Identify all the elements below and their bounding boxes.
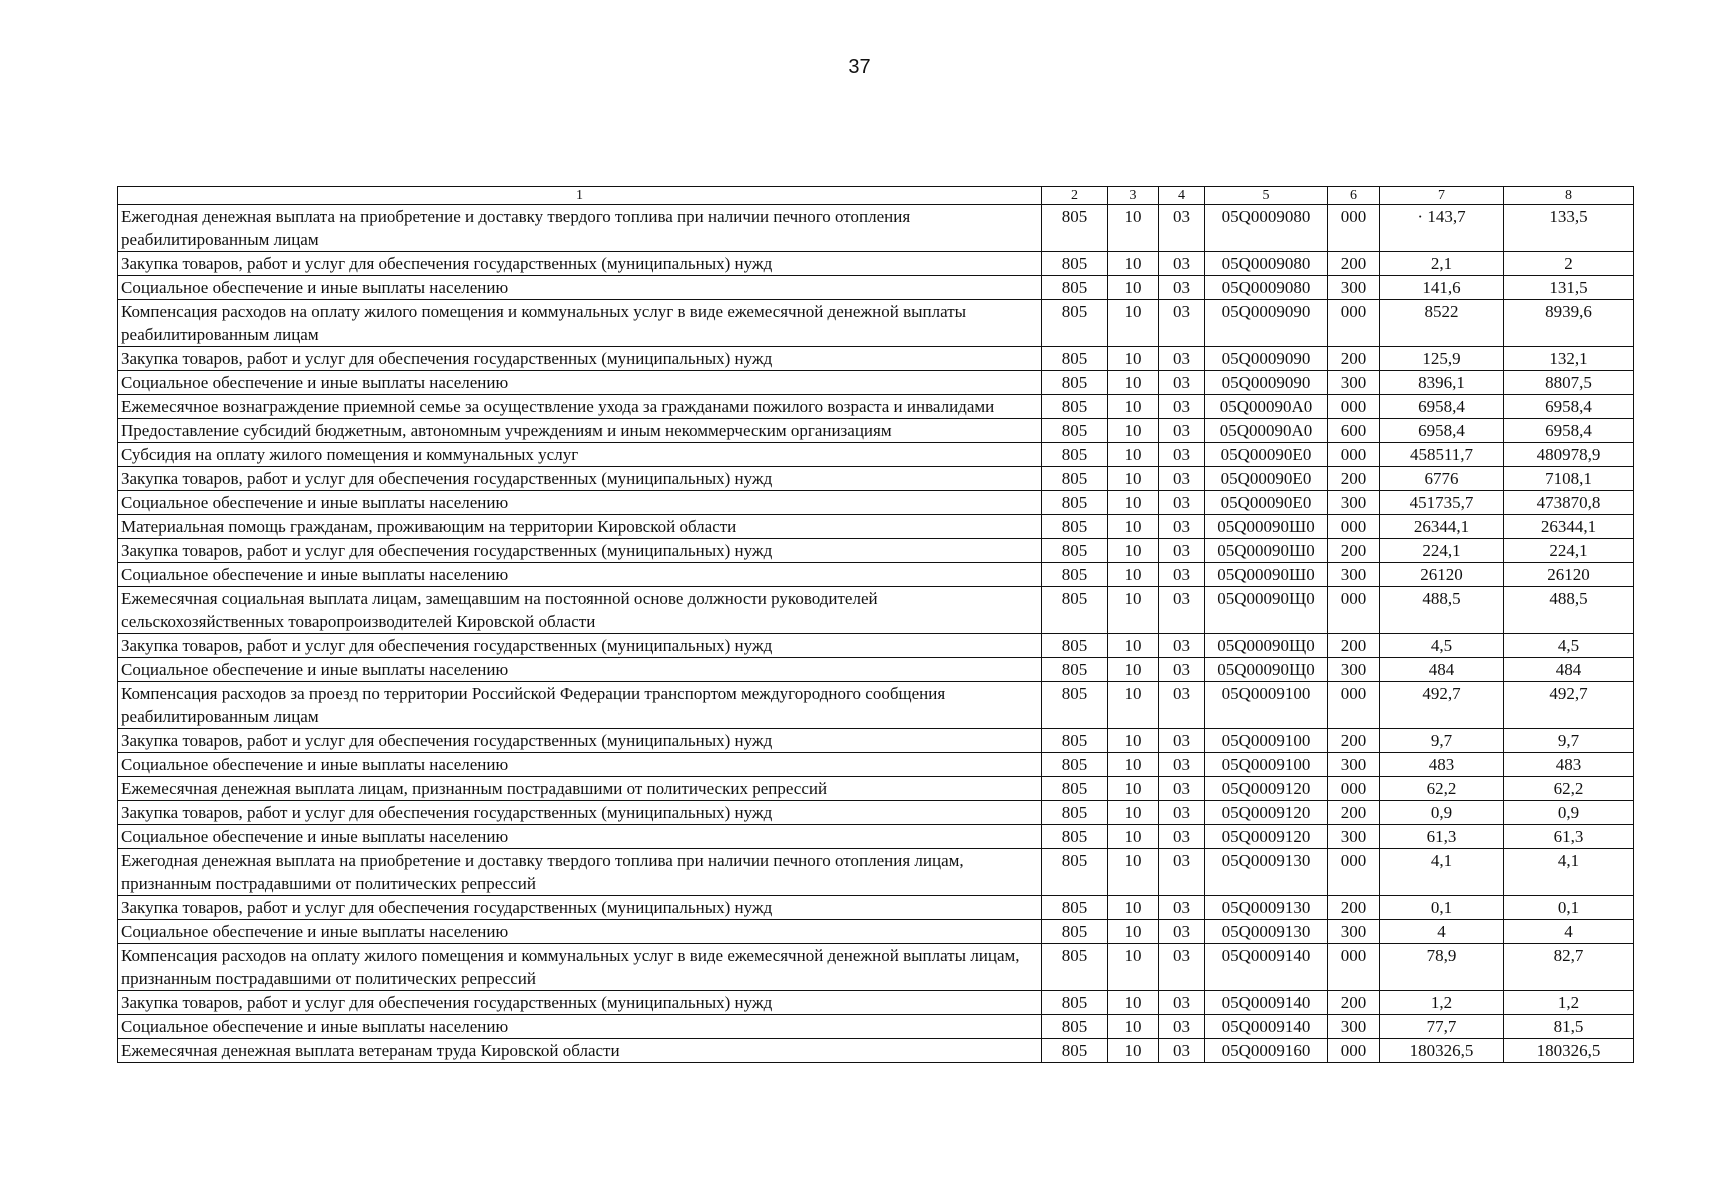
subsection-code-cell: 03	[1159, 634, 1205, 658]
expense-type-code-cell: 300	[1328, 920, 1380, 944]
table-row	[118, 515, 1634, 539]
target-article-code-cell: 05Q00090Ш0	[1205, 563, 1328, 587]
expense-type-code-cell: 600	[1328, 419, 1380, 443]
target-article-code-cell: 05Q0009130	[1205, 849, 1328, 896]
target-article-code-cell: 05Q00090A0	[1205, 395, 1328, 419]
item-name-cell: Социальное обеспечение и иные выплаты населению	[118, 920, 1042, 944]
amount-year-2-cell: 2	[1504, 252, 1634, 276]
item-name-cell: Социальное обеспечение и иные выплаты населению	[118, 276, 1042, 300]
subsection-code-cell: 03	[1159, 515, 1205, 539]
section-code-cell: 10	[1108, 658, 1159, 682]
table-row	[118, 634, 1634, 658]
item-name-cell: Социальное обеспечение и иные выплаты населению	[118, 563, 1042, 587]
target-article-code-cell: 05Q0009080	[1205, 276, 1328, 300]
target-article-code-cell: 05Q0009130	[1205, 896, 1328, 920]
column-header-2: 2	[1042, 187, 1108, 205]
item-name-cell: Предоставление субсидий бюджетным, автономным учреждениям и иным некоммерческим организациям	[118, 419, 1042, 443]
amount-year-1-cell: 4,5	[1380, 634, 1504, 658]
item-name-cell: Субсидия на оплату жилого помещения и коммунальных услуг	[118, 443, 1042, 467]
section-code-cell: 10	[1108, 276, 1159, 300]
expense-type-code-cell: 200	[1328, 896, 1380, 920]
item-name-cell: Ежегодная денежная выплата на приобретение и доставку твердого топлива при наличии печного отопления реабилитированным лицам	[118, 205, 1042, 252]
ministry-code-cell: 805	[1042, 515, 1108, 539]
expense-type-code-cell: 300	[1328, 1015, 1380, 1039]
amount-year-2-cell: 1,2	[1504, 991, 1634, 1015]
amount-year-2-cell: 8807,5	[1504, 371, 1634, 395]
ministry-code-cell: 805	[1042, 205, 1108, 252]
section-code-cell: 10	[1108, 371, 1159, 395]
ministry-code-cell: 805	[1042, 777, 1108, 801]
subsection-code-cell: 03	[1159, 300, 1205, 347]
ministry-code-cell: 805	[1042, 395, 1108, 419]
ministry-code-cell: 805	[1042, 658, 1108, 682]
subsection-code-cell: 03	[1159, 944, 1205, 991]
target-article-code-cell: 05Q00090E0	[1205, 443, 1328, 467]
expense-type-code-cell: 200	[1328, 729, 1380, 753]
item-name-cell: Социальное обеспечение и иные выплаты населению	[118, 491, 1042, 515]
amount-year-1-cell: 125,9	[1380, 347, 1504, 371]
subsection-code-cell: 03	[1159, 491, 1205, 515]
section-code-cell: 10	[1108, 300, 1159, 347]
subsection-code-cell: 03	[1159, 371, 1205, 395]
amount-year-1-cell: 26344,1	[1380, 515, 1504, 539]
expense-type-code-cell: 000	[1328, 777, 1380, 801]
item-name-cell: Закупка товаров, работ и услуг для обеспечения государственных (муниципальных) нужд	[118, 539, 1042, 563]
amount-year-1-cell: 458511,7	[1380, 443, 1504, 467]
amount-year-1-cell: 61,3	[1380, 825, 1504, 849]
amount-year-1-cell: 9,7	[1380, 729, 1504, 753]
amount-year-1-cell: 4,1	[1380, 849, 1504, 896]
amount-year-2-cell: 61,3	[1504, 825, 1634, 849]
section-code-cell: 10	[1108, 991, 1159, 1015]
subsection-code-cell: 03	[1159, 849, 1205, 896]
subsection-code-cell: 03	[1159, 587, 1205, 634]
amount-year-2-cell: 133,5	[1504, 205, 1634, 252]
budget-table	[117, 186, 1634, 1063]
expense-type-code-cell: 000	[1328, 515, 1380, 539]
expense-type-code-cell: 000	[1328, 682, 1380, 729]
subsection-code-cell: 03	[1159, 777, 1205, 801]
expense-type-code-cell: 300	[1328, 371, 1380, 395]
amount-year-2-cell: 81,5	[1504, 1015, 1634, 1039]
target-article-code-cell: 05Q0009130	[1205, 920, 1328, 944]
item-name-cell: Закупка товаров, работ и услуг для обеспечения государственных (муниципальных) нужд	[118, 467, 1042, 491]
section-code-cell: 10	[1108, 944, 1159, 991]
column-header-8: 8	[1504, 187, 1634, 205]
amount-year-2-cell: 131,5	[1504, 276, 1634, 300]
amount-year-1-cell: 78,9	[1380, 944, 1504, 991]
amount-year-2-cell: 488,5	[1504, 587, 1634, 634]
table-row	[118, 920, 1634, 944]
section-code-cell: 10	[1108, 634, 1159, 658]
item-name-cell: Ежемесячная денежная выплата лицам, признанным пострадавшими от политических репрессий	[118, 777, 1042, 801]
section-code-cell: 10	[1108, 515, 1159, 539]
expense-type-code-cell: 300	[1328, 825, 1380, 849]
ministry-code-cell: 805	[1042, 419, 1108, 443]
ministry-code-cell: 805	[1042, 634, 1108, 658]
table-row	[118, 205, 1634, 252]
amount-year-2-cell: 82,7	[1504, 944, 1634, 991]
section-code-cell: 10	[1108, 587, 1159, 634]
amount-year-2-cell: 180326,5	[1504, 1039, 1634, 1063]
table-row	[118, 753, 1634, 777]
subsection-code-cell: 03	[1159, 276, 1205, 300]
item-name-cell: Закупка товаров, работ и услуг для обеспечения государственных (муниципальных) нужд	[118, 801, 1042, 825]
amount-year-2-cell: 0,9	[1504, 801, 1634, 825]
expense-type-code-cell: 300	[1328, 658, 1380, 682]
table-row	[118, 1039, 1634, 1063]
subsection-code-cell: 03	[1159, 1015, 1205, 1039]
section-code-cell: 10	[1108, 491, 1159, 515]
subsection-code-cell: 03	[1159, 443, 1205, 467]
subsection-code-cell: 03	[1159, 467, 1205, 491]
section-code-cell: 10	[1108, 849, 1159, 896]
subsection-code-cell: 03	[1159, 252, 1205, 276]
subsection-code-cell: 03	[1159, 395, 1205, 419]
expense-type-code-cell: 000	[1328, 395, 1380, 419]
item-name-cell: Социальное обеспечение и иные выплаты населению	[118, 753, 1042, 777]
amount-year-1-cell: 141,6	[1380, 276, 1504, 300]
item-name-cell: Закупка товаров, работ и услуг для обеспечения государственных (муниципальных) нужд	[118, 991, 1042, 1015]
section-code-cell: 10	[1108, 347, 1159, 371]
subsection-code-cell: 03	[1159, 896, 1205, 920]
expense-type-code-cell: 000	[1328, 1039, 1380, 1063]
amount-year-1-cell: 451735,7	[1380, 491, 1504, 515]
target-article-code-cell: 05Q0009080	[1205, 205, 1328, 252]
amount-year-1-cell: 77,7	[1380, 1015, 1504, 1039]
subsection-code-cell: 03	[1159, 753, 1205, 777]
ministry-code-cell: 805	[1042, 539, 1108, 563]
header-row	[118, 187, 1634, 205]
item-name-cell: Социальное обеспечение и иные выплаты населению	[118, 658, 1042, 682]
ministry-code-cell: 805	[1042, 371, 1108, 395]
table-row	[118, 658, 1634, 682]
item-name-cell: Ежемесячная денежная выплата ветеранам труда Кировской области	[118, 1039, 1042, 1063]
amount-year-2-cell: 492,7	[1504, 682, 1634, 729]
column-header-3: 3	[1108, 187, 1159, 205]
amount-year-1-cell: 0,1	[1380, 896, 1504, 920]
ministry-code-cell: 805	[1042, 753, 1108, 777]
target-article-code-cell: 05Q0009120	[1205, 825, 1328, 849]
amount-year-1-cell: 2,1	[1380, 252, 1504, 276]
table-row	[118, 563, 1634, 587]
table-row	[118, 1015, 1634, 1039]
ministry-code-cell: 805	[1042, 467, 1108, 491]
target-article-code-cell: 05Q00090Щ0	[1205, 634, 1328, 658]
item-name-cell: Закупка товаров, работ и услуг для обеспечения государственных (муниципальных) нужд	[118, 252, 1042, 276]
subsection-code-cell: 03	[1159, 658, 1205, 682]
column-header-1: 1	[118, 187, 1042, 205]
column-header-6: 6	[1328, 187, 1380, 205]
subsection-code-cell: 03	[1159, 991, 1205, 1015]
amount-year-2-cell: 6958,4	[1504, 395, 1634, 419]
target-article-code-cell: 05Q00090Ш0	[1205, 515, 1328, 539]
table-row	[118, 587, 1634, 634]
ministry-code-cell: 805	[1042, 443, 1108, 467]
amount-year-2-cell: 26120	[1504, 563, 1634, 587]
ministry-code-cell: 805	[1042, 300, 1108, 347]
item-name-cell: Ежегодная денежная выплата на приобретение и доставку твердого топлива при наличии печного отопления лицам, признанным пострадавшими от политических репрессий	[118, 849, 1042, 896]
expense-type-code-cell: 300	[1328, 563, 1380, 587]
section-code-cell: 10	[1108, 395, 1159, 419]
expense-type-code-cell: 200	[1328, 252, 1380, 276]
table-row	[118, 395, 1634, 419]
subsection-code-cell: 03	[1159, 347, 1205, 371]
expense-type-code-cell: 000	[1328, 205, 1380, 252]
subsection-code-cell: 03	[1159, 682, 1205, 729]
expense-type-code-cell: 200	[1328, 801, 1380, 825]
ministry-code-cell: 805	[1042, 347, 1108, 371]
target-article-code-cell: 05Q0009100	[1205, 729, 1328, 753]
ministry-code-cell: 805	[1042, 849, 1108, 896]
item-name-cell: Компенсация расходов на оплату жилого помещения и коммунальных услуг в виде ежемесячной денежной выплаты реабилитированным лицам	[118, 300, 1042, 347]
section-code-cell: 10	[1108, 753, 1159, 777]
amount-year-2-cell: 9,7	[1504, 729, 1634, 753]
table-row	[118, 991, 1634, 1015]
column-header-4: 4	[1159, 187, 1205, 205]
item-name-cell: Социальное обеспечение и иные выплаты населению	[118, 371, 1042, 395]
amount-year-2-cell: 473870,8	[1504, 491, 1634, 515]
target-article-code-cell: 05Q00090E0	[1205, 467, 1328, 491]
subsection-code-cell: 03	[1159, 729, 1205, 753]
section-code-cell: 10	[1108, 1015, 1159, 1039]
ministry-code-cell: 805	[1042, 991, 1108, 1015]
section-code-cell: 10	[1108, 563, 1159, 587]
item-name-cell: Ежемесячное вознаграждение приемной семье за осуществление ухода за гражданами пожилого возраста и инвалидами	[118, 395, 1042, 419]
section-code-cell: 10	[1108, 205, 1159, 252]
target-article-code-cell: 05Q00090E0	[1205, 491, 1328, 515]
target-article-code-cell: 05Q0009120	[1205, 801, 1328, 825]
expense-type-code-cell: 200	[1328, 991, 1380, 1015]
amount-year-2-cell: 480978,9	[1504, 443, 1634, 467]
amount-year-1-cell: 6776	[1380, 467, 1504, 491]
expense-type-code-cell: 000	[1328, 443, 1380, 467]
section-code-cell: 10	[1108, 467, 1159, 491]
page-number: 37	[848, 56, 871, 78]
target-article-code-cell: 05Q00090A0	[1205, 419, 1328, 443]
section-code-cell: 10	[1108, 252, 1159, 276]
section-code-cell: 10	[1108, 825, 1159, 849]
section-code-cell: 10	[1108, 801, 1159, 825]
amount-year-1-cell: 6958,4	[1380, 419, 1504, 443]
amount-year-2-cell: 483	[1504, 753, 1634, 777]
table-row	[118, 729, 1634, 753]
section-code-cell: 10	[1108, 419, 1159, 443]
table-body	[118, 205, 1634, 1063]
table-row	[118, 849, 1634, 896]
ministry-code-cell: 805	[1042, 491, 1108, 515]
target-article-code-cell: 05Q00090Ш0	[1205, 539, 1328, 563]
section-code-cell: 10	[1108, 920, 1159, 944]
amount-year-1-cell: 180326,5	[1380, 1039, 1504, 1063]
target-article-code-cell: 05Q0009090	[1205, 371, 1328, 395]
expense-type-code-cell: 000	[1328, 849, 1380, 896]
section-code-cell: 10	[1108, 539, 1159, 563]
amount-year-2-cell: 484	[1504, 658, 1634, 682]
target-article-code-cell: 05Q0009160	[1205, 1039, 1328, 1063]
item-name-cell: Закупка товаров, работ и услуг для обеспечения государственных (муниципальных) нужд	[118, 729, 1042, 753]
amount-year-1-cell: 8396,1	[1380, 371, 1504, 395]
target-article-code-cell: 05Q0009100	[1205, 682, 1328, 729]
amount-year-2-cell: 0,1	[1504, 896, 1634, 920]
table-row	[118, 467, 1634, 491]
expense-type-code-cell: 200	[1328, 539, 1380, 563]
amount-year-2-cell: 7108,1	[1504, 467, 1634, 491]
table-row	[118, 777, 1634, 801]
expense-type-code-cell: 000	[1328, 587, 1380, 634]
target-article-code-cell: 05Q0009140	[1205, 944, 1328, 991]
expense-type-code-cell: 200	[1328, 634, 1380, 658]
subsection-code-cell: 03	[1159, 539, 1205, 563]
item-name-cell: Компенсация расходов на оплату жилого помещения и коммунальных услуг в виде ежемесячной денежной выплаты лицам, признанным пострадавшими от политических репрессий	[118, 944, 1042, 991]
amount-year-1-cell: 492,7	[1380, 682, 1504, 729]
table-row	[118, 682, 1634, 729]
table-row	[118, 491, 1634, 515]
ministry-code-cell: 805	[1042, 587, 1108, 634]
ministry-code-cell: 805	[1042, 682, 1108, 729]
amount-year-1-cell: 483	[1380, 753, 1504, 777]
ministry-code-cell: 805	[1042, 1039, 1108, 1063]
amount-year-1-cell: 484	[1380, 658, 1504, 682]
amount-year-2-cell: 26344,1	[1504, 515, 1634, 539]
table-row	[118, 419, 1634, 443]
subsection-code-cell: 03	[1159, 563, 1205, 587]
target-article-code-cell: 05Q0009080	[1205, 252, 1328, 276]
target-article-code-cell: 05Q0009140	[1205, 991, 1328, 1015]
section-code-cell: 10	[1108, 443, 1159, 467]
table-row	[118, 896, 1634, 920]
amount-year-1-cell: 6958,4	[1380, 395, 1504, 419]
subsection-code-cell: 03	[1159, 419, 1205, 443]
ministry-code-cell: 805	[1042, 920, 1108, 944]
amount-year-1-cell: 8522	[1380, 300, 1504, 347]
amount-year-2-cell: 4	[1504, 920, 1634, 944]
column-header-5: 5	[1205, 187, 1328, 205]
target-article-code-cell: 05Q0009140	[1205, 1015, 1328, 1039]
amount-year-2-cell: 8939,6	[1504, 300, 1634, 347]
amount-year-2-cell: 4,1	[1504, 849, 1634, 896]
amount-year-1-cell: 0,9	[1380, 801, 1504, 825]
item-name-cell: Социальное обеспечение и иные выплаты населению	[118, 825, 1042, 849]
table-row	[118, 944, 1634, 991]
subsection-code-cell: 03	[1159, 920, 1205, 944]
subsection-code-cell: 03	[1159, 1039, 1205, 1063]
target-article-code-cell: 05Q0009100	[1205, 753, 1328, 777]
table-row	[118, 801, 1634, 825]
target-article-code-cell: 05Q0009120	[1205, 777, 1328, 801]
amount-year-2-cell: 132,1	[1504, 347, 1634, 371]
amount-year-2-cell: 4,5	[1504, 634, 1634, 658]
target-article-code-cell: 05Q00090Щ0	[1205, 658, 1328, 682]
amount-year-1-cell: 488,5	[1380, 587, 1504, 634]
amount-year-2-cell: 6958,4	[1504, 419, 1634, 443]
ministry-code-cell: 805	[1042, 896, 1108, 920]
expense-type-code-cell: 200	[1328, 347, 1380, 371]
column-header-7: 7	[1380, 187, 1504, 205]
subsection-code-cell: 03	[1159, 825, 1205, 849]
table-row	[118, 443, 1634, 467]
table-row	[118, 347, 1634, 371]
section-code-cell: 10	[1108, 896, 1159, 920]
expense-type-code-cell: 200	[1328, 467, 1380, 491]
table-row	[118, 371, 1634, 395]
subsection-code-cell: 03	[1159, 205, 1205, 252]
expense-type-code-cell: 300	[1328, 276, 1380, 300]
target-article-code-cell: 05Q0009090	[1205, 300, 1328, 347]
expense-type-code-cell: 000	[1328, 300, 1380, 347]
ministry-code-cell: 805	[1042, 825, 1108, 849]
expense-type-code-cell: 300	[1328, 753, 1380, 777]
item-name-cell: Материальная помощь гражданам, проживающим на территории Кировской области	[118, 515, 1042, 539]
table-row	[118, 539, 1634, 563]
item-name-cell: Компенсация расходов за проезд по территории Российской Федерации транспортом междугородного сообщения реабилитированным лицам	[118, 682, 1042, 729]
expense-type-code-cell: 300	[1328, 491, 1380, 515]
item-name-cell: Ежемесячная социальная выплата лицам, замещавшим на постоянной основе должности руководителей сельскохозяйственных товаропроизводителей Кировской области	[118, 587, 1042, 634]
amount-year-1-cell: 224,1	[1380, 539, 1504, 563]
table-row	[118, 300, 1634, 347]
table-row	[118, 276, 1634, 300]
amount-year-1-cell: 1,2	[1380, 991, 1504, 1015]
target-article-code-cell: 05Q00090Щ0	[1205, 587, 1328, 634]
item-name-cell: Закупка товаров, работ и услуг для обеспечения государственных (муниципальных) нужд	[118, 634, 1042, 658]
amount-year-1-cell: · 143,7	[1380, 205, 1504, 252]
amount-year-1-cell: 26120	[1380, 563, 1504, 587]
expense-type-code-cell: 000	[1328, 944, 1380, 991]
item-name-cell: Закупка товаров, работ и услуг для обеспечения государственных (муниципальных) нужд	[118, 896, 1042, 920]
ministry-code-cell: 805	[1042, 276, 1108, 300]
amount-year-1-cell: 4	[1380, 920, 1504, 944]
ministry-code-cell: 805	[1042, 563, 1108, 587]
section-code-cell: 10	[1108, 682, 1159, 729]
ministry-code-cell: 805	[1042, 1015, 1108, 1039]
ministry-code-cell: 805	[1042, 729, 1108, 753]
subsection-code-cell: 03	[1159, 801, 1205, 825]
item-name-cell: Социальное обеспечение и иные выплаты населению	[118, 1015, 1042, 1039]
ministry-code-cell: 805	[1042, 801, 1108, 825]
amount-year-2-cell: 62,2	[1504, 777, 1634, 801]
table-row	[118, 825, 1634, 849]
amount-year-2-cell: 224,1	[1504, 539, 1634, 563]
section-code-cell: 10	[1108, 1039, 1159, 1063]
target-article-code-cell: 05Q0009090	[1205, 347, 1328, 371]
item-name-cell: Закупка товаров, работ и услуг для обеспечения государственных (муниципальных) нужд	[118, 347, 1042, 371]
ministry-code-cell: 805	[1042, 252, 1108, 276]
table-row	[118, 252, 1634, 276]
ministry-code-cell: 805	[1042, 944, 1108, 991]
amount-year-1-cell: 62,2	[1380, 777, 1504, 801]
section-code-cell: 10	[1108, 729, 1159, 753]
section-code-cell: 10	[1108, 777, 1159, 801]
